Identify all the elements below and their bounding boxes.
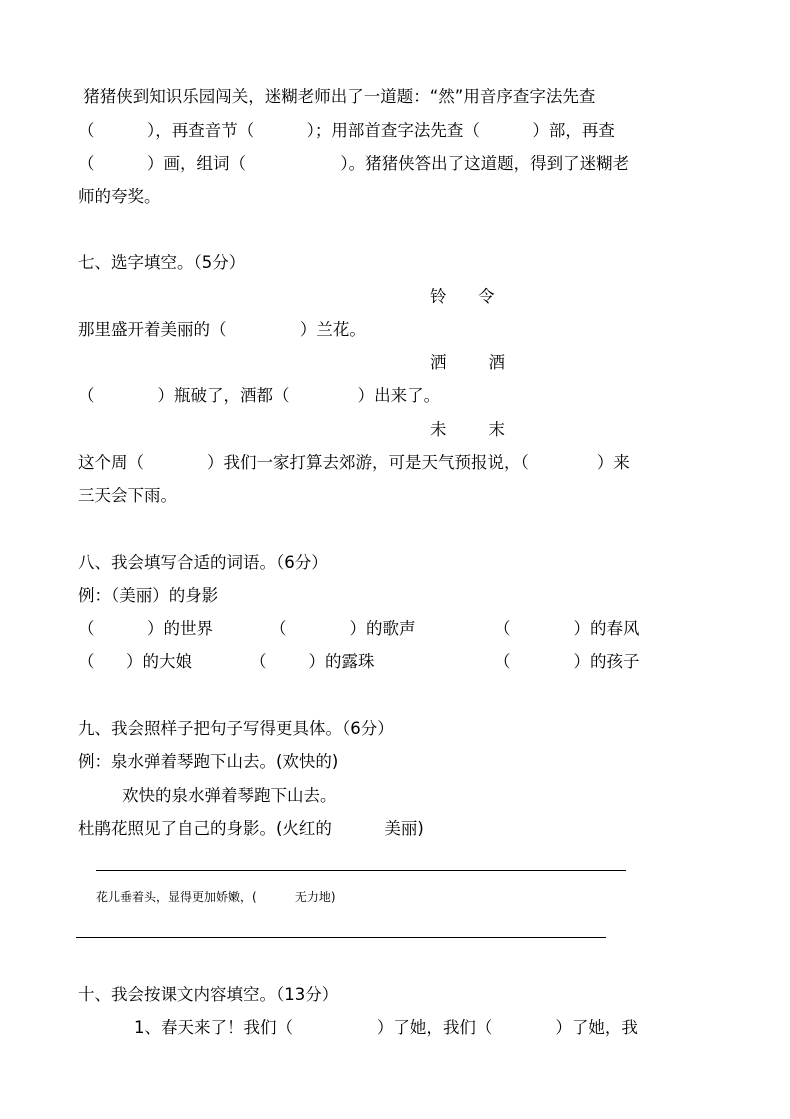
blank-phrase: （ ）的孩子 [494, 652, 640, 671]
intro-line-4: 师的夸奖。 [78, 187, 161, 206]
blank-phrase: （ ）的大娘 [78, 652, 192, 671]
blank-phrase: （ ）的世界 [78, 619, 213, 638]
word-pair-3: 未 末 [430, 420, 505, 439]
section-9-example: 例：泉水弹着琴跑下山去。(欢快的) [78, 752, 339, 771]
answer-line [76, 937, 606, 938]
sentence-3: 这个周（ ）我们一家打算去郊游，可是天气预报说，（ ）来 [78, 453, 630, 472]
sentence-1: 那里盛开着美丽的（ ）兰花。 [78, 320, 366, 339]
intro-line-2: （ ），再查音节（ ）；用部首查字法先查（ ）部，再查 [78, 121, 615, 140]
blank-phrase: （ ）的歌声 [270, 619, 416, 638]
blank-phrase: （ ）的春风 [494, 619, 640, 638]
section-9-example-answer: 欢快的泉水弹着琴跑下山去。 [122, 786, 337, 805]
section-10-heading: 十、我会按课文内容填空。（13分） [78, 985, 339, 1004]
answer-line [96, 870, 626, 871]
intro-line-3: （ ）画，组词（ ）。猪猪侠答出了这道题，得到了迷糊老 [78, 154, 630, 173]
section-8-example: 例：（美丽）的身影 [78, 586, 219, 605]
sentence-3-continued: 三天会下雨。 [78, 486, 177, 505]
intro-line-1: 猪猪侠到知识乐园闯关，迷糊老师出了一道题：“然”用音序查字法先查 [78, 87, 596, 106]
word-pair-1: 铃 令 [430, 287, 495, 306]
section-9-heading: 九、我会照样子把句子写得更具体。（6分） [78, 719, 394, 738]
section-9-question-1: 杜鹃花照见了自己的身影。(火红的 美丽) [78, 819, 424, 838]
section-7-heading: 七、选字填空。（5分） [78, 253, 246, 272]
section-10-item-1: 1、春天来了！我们（ ）了她，我们（ ）了她，我 [134, 1018, 638, 1037]
section-9-question-2: 花儿垂着头，显得更加娇嫩，( 无力地) [96, 890, 336, 904]
section-8-heading: 八、我会填写合适的词语。（6分） [78, 553, 328, 572]
word-pair-2: 洒 酒 [430, 353, 505, 372]
blank-phrase: （ ）的露珠 [250, 652, 375, 671]
sentence-2: （ ）瓶破了，酒都（ ）出来了。 [78, 386, 441, 405]
